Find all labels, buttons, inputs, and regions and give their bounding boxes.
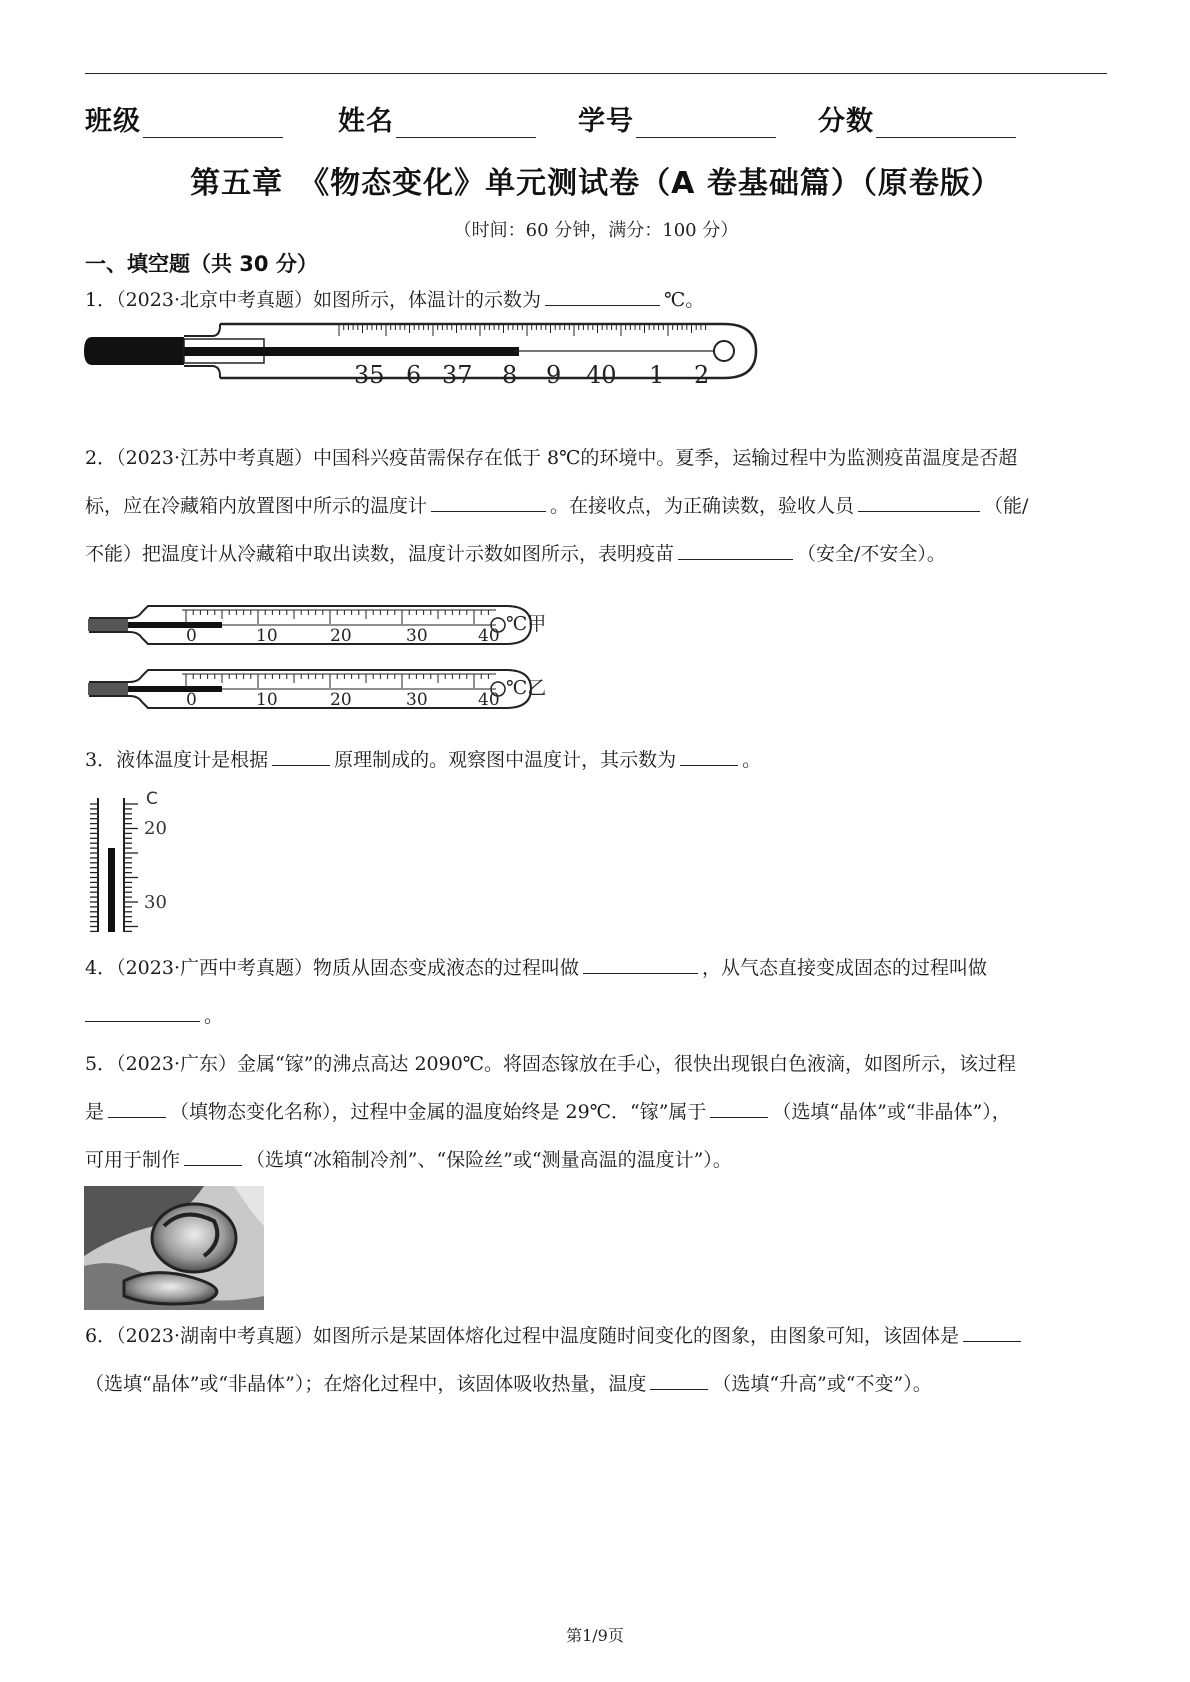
thermometer-jia-figure xyxy=(86,598,576,660)
svg-text:40: 40 xyxy=(478,626,500,646)
q4-blank-1[interactable] xyxy=(583,951,698,974)
svg-text:40: 40 xyxy=(478,690,500,710)
yi-liquid-column xyxy=(128,686,222,692)
question-3: 3．液体温度计是根据 原理制成的。观察图中温度计，其示数为 。 xyxy=(85,736,1107,784)
yi-scale-ticks xyxy=(186,674,488,688)
vertical-label-30: 30 xyxy=(144,892,167,913)
q5-blank-2[interactable] xyxy=(710,1095,768,1118)
clinical-thermometer-figure xyxy=(84,322,764,384)
top-rule xyxy=(85,73,1107,74)
question-6: 6．（2023·湖南中考真题）如图所示是某固体熔化过程中温度随时间变化的图象，由图象可知，该固体是 （选填“晶体”或“非晶体”）；在熔化过程中，该固体吸收热量，温度 （选填“升高”或“不变”）。 xyxy=(85,1312,1107,1408)
svg-text:8: 8 xyxy=(502,361,518,384)
svg-text:37: 37 xyxy=(442,361,473,384)
thermometer-scale-ticks xyxy=(339,324,706,336)
jia-liquid-column xyxy=(128,622,222,628)
q4-blank-2[interactable] xyxy=(85,999,200,1022)
vertical-liquid-column xyxy=(108,848,115,932)
id-blank[interactable] xyxy=(636,107,776,138)
question-4: 4．（2023·广西中考真题）物质从固态变成液态的过程叫做 ，从气态直接变成固态的过程叫做 。 xyxy=(85,944,1107,1040)
q2-blank-2[interactable] xyxy=(858,489,980,512)
student-info-row xyxy=(85,99,1107,139)
svg-text:30: 30 xyxy=(406,690,428,710)
q3-blank-1[interactable] xyxy=(272,743,330,766)
thermometer-bulb xyxy=(84,337,184,365)
q6-blank-2[interactable] xyxy=(650,1367,708,1390)
id-field xyxy=(578,99,776,138)
svg-text:40: 40 xyxy=(586,361,617,384)
vertical-unit: C xyxy=(146,790,158,809)
svg-text:0: 0 xyxy=(186,690,197,710)
q5-blank-1[interactable] xyxy=(108,1095,166,1118)
q1-unit: ℃。 xyxy=(664,289,705,311)
svg-text:0: 0 xyxy=(186,626,197,646)
svg-text:20: 20 xyxy=(330,626,352,646)
name-blank[interactable] xyxy=(396,107,536,138)
name-label: 姓名 xyxy=(338,106,394,137)
q2-line-1: 2．（2023·江苏中考真题）中国科兴疫苗需保存在低于 8℃的环境中。夏季，运输过程中为监测疫苗温度是否超 xyxy=(85,447,1018,469)
exam-subtitle: （时间：60 分钟，满分：100 分） xyxy=(453,220,739,241)
page-title: 第五章 《物态变化》单元测试卷（A 卷基础篇）（原卷版） xyxy=(190,166,1002,201)
score-blank[interactable] xyxy=(876,107,1016,138)
svg-text:35: 35 xyxy=(354,361,385,384)
page-number: 第1/9页 xyxy=(566,1626,624,1645)
yi-label: ℃乙 xyxy=(506,677,547,699)
q2-blank-3[interactable] xyxy=(678,537,793,560)
q2-blank-1[interactable] xyxy=(431,489,546,512)
svg-text:10: 10 xyxy=(256,690,278,710)
q5-blank-3[interactable] xyxy=(184,1143,242,1166)
thermometer-scale-labels xyxy=(354,361,709,384)
q1-text: （2023·北京中考真题）如图所示，体温计的示数为 xyxy=(116,289,541,311)
vertical-thermometer-figure xyxy=(88,790,178,935)
mercury-column xyxy=(184,347,519,356)
q2-line-2: 标，应在冷藏箱内放置图中所示的温度计 。在接收点，为正确读数，验收人员 （能/ xyxy=(85,482,1107,530)
score-label: 分数 xyxy=(818,106,874,137)
jia-scale-ticks xyxy=(186,610,488,624)
question-5: 5．（2023·广东）金属“镓”的沸点高达 2090℃。将固态镓放在手心，很快出现银白色液滴，如图所示，该过程 是 （填物态变化名称），过程中金属的温度始终是 29℃．“镓”属于 （选填“晶体”或“非晶体”）， 可用于制作 （选填“冰箱制冷剂”、“保险丝”或“测量高温的温度计”）。 xyxy=(85,1040,1107,1184)
thermometer-yi-figure xyxy=(86,662,576,724)
q5-line-1: 5．（2023·广东）金属“镓”的沸点高达 2090℃。将固态镓放在手心，很快出现银白色液滴，如图所示，该过程 xyxy=(85,1053,1017,1075)
id-label: 学号 xyxy=(578,106,634,137)
q3-blank-2[interactable] xyxy=(680,743,738,766)
svg-text:6: 6 xyxy=(406,361,422,384)
svg-text:30: 30 xyxy=(406,626,428,646)
svg-text:10: 10 xyxy=(256,626,278,646)
score-field xyxy=(818,99,1016,138)
jia-label: ℃甲 xyxy=(506,613,547,635)
class-blank[interactable] xyxy=(143,107,283,138)
class-field xyxy=(85,99,283,138)
svg-text:20: 20 xyxy=(330,690,352,710)
svg-text:2: 2 xyxy=(694,361,710,384)
section-heading: 一、填空题（共 30 分） xyxy=(85,252,318,276)
q6-blank-1[interactable] xyxy=(963,1319,1021,1342)
vertical-label-20: 20 xyxy=(144,818,167,839)
class-label: 班级 xyxy=(85,106,141,137)
name-field xyxy=(338,99,536,138)
gallium-photo xyxy=(84,1186,264,1310)
question-2 xyxy=(85,434,1107,578)
q1-number: 1． xyxy=(85,289,117,311)
svg-text:9: 9 xyxy=(546,361,562,384)
q2-line-3: 不能）把温度计从冷藏箱中取出读数，温度计示数如图所示，表明疫苗 （安全/不安全）。 xyxy=(85,530,1107,578)
question-1 xyxy=(85,276,1107,324)
q1-blank[interactable] xyxy=(545,283,660,306)
svg-text:1: 1 xyxy=(649,361,665,384)
